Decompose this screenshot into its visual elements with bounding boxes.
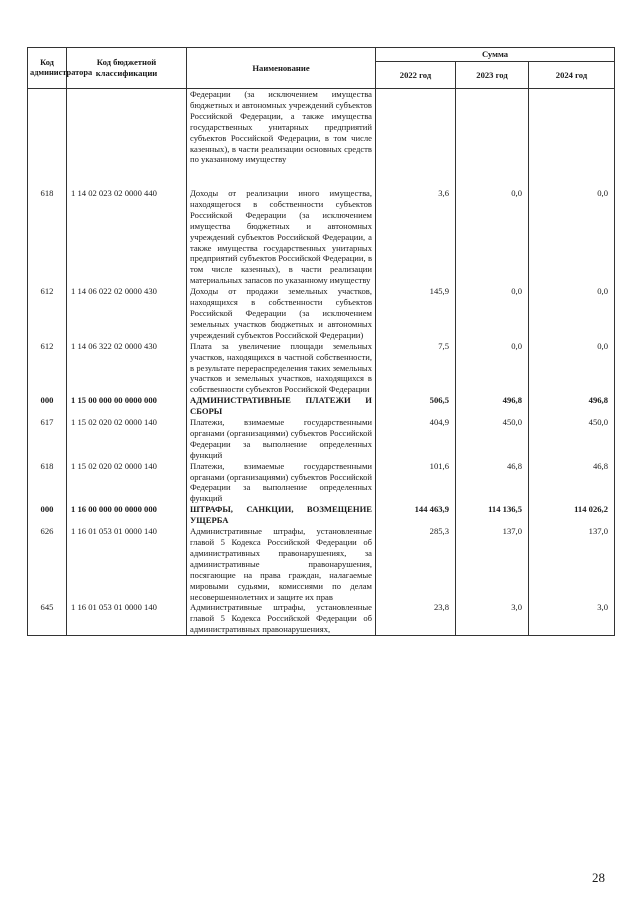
value-2024: 46,8 [529,461,615,505]
table-row [28,188,615,286]
kbk-code: 1 15 00 000 00 0000 000 [67,395,187,417]
table-row-section [28,395,615,417]
table-row [28,89,615,189]
kbk-code: 1 15 02 020 02 0000 140 [67,461,187,505]
value-2023: 137,0 [456,526,529,602]
value-2023: 3,0 [456,602,529,635]
value-2022 [376,89,456,189]
admin-code: 617 [28,417,67,461]
revenue-table [27,47,615,636]
admin-code: 000 [28,504,67,526]
kbk-code [67,89,187,189]
value-2023: 0,0 [456,286,529,341]
admin-code: 645 [28,602,67,635]
value-2022: 101,6 [376,461,456,505]
value-2024: 450,0 [529,417,615,461]
value-2022: 3,6 [376,188,456,286]
header-kbk: Код бюджетной классификации [67,48,187,89]
value-2022: 404,9 [376,417,456,461]
table-row [28,461,615,505]
table-row [28,526,615,602]
value-2024: 496,8 [529,395,615,417]
value-2024 [529,89,615,189]
value-2023: 450,0 [456,417,529,461]
value-2023: 0,0 [456,188,529,286]
admin-code: 000 [28,395,67,417]
kbk-code: 1 14 06 022 02 0000 430 [67,286,187,341]
value-2022: 23,8 [376,602,456,635]
header-year-2024: 2024 год [529,62,615,89]
value-2024: 0,0 [529,341,615,396]
value-2023: 114 136,5 [456,504,529,526]
value-2024: 137,0 [529,526,615,602]
admin-code: 618 [28,461,67,505]
row-name: Административные штрафы, установленные главой 5 Кодекса Российской Федерации об административных правонарушениях, за административные правонарушения, посягающие на права граждан, налагаемые мировыми судьями, комиссиями по делам несовершеннолетних и защите их прав [187,526,376,602]
header-year-2023: 2023 год [456,62,529,89]
header-sum: Сумма [376,48,615,62]
admin-code: 626 [28,526,67,602]
header-year-2022: 2022 год [376,62,456,89]
value-2024: 0,0 [529,188,615,286]
row-name: Плата за увеличение площади земельных участков, находящихся в частной собственности, в результате перераспределения таких земельных участков и земельных участков, находящихся в собственности субъектов Российской Федерации [187,341,376,396]
value-2022: 285,3 [376,526,456,602]
kbk-code: 1 16 00 000 00 0000 000 [67,504,187,526]
value-2023: 46,8 [456,461,529,505]
table-row-section [28,504,615,526]
row-name: Доходы от продажи земельных участков, находящихся в собственности субъектов Российской Федерации (за исключением земельных участков бюджетных и автономных учреждений субъектов Российской Федерации) [187,286,376,341]
value-2022: 144 463,9 [376,504,456,526]
header-admin-code: Код администратора [28,48,67,89]
kbk-code: 1 15 02 020 02 0000 140 [67,417,187,461]
admin-code: 612 [28,341,67,396]
table-row [28,286,615,341]
row-name: ШТРАФЫ, САНКЦИИ, ВОЗМЕЩЕНИЕ УЩЕРБА [187,504,376,526]
table-row [28,417,615,461]
value-2024: 114 026,2 [529,504,615,526]
value-2023: 0,0 [456,341,529,396]
value-2023 [456,89,529,189]
row-name: Платежи, взимаемые государственными органами (организациями) субъектов Российской Федерации за выполнение определенных функций [187,417,376,461]
row-name: Федерации (за исключением имущества бюджетных и автономных учреждений субъектов Российской Федерации, а также имущества государственных унитарных предприятий субъектов Российской Федерации, в том числе казенных), в части реализации основных средств по указанному имуществу [187,89,376,189]
value-2023: 496,8 [456,395,529,417]
value-2022: 506,5 [376,395,456,417]
value-2024: 3,0 [529,602,615,635]
table-row [28,341,615,396]
page-number: 28 [592,870,605,885]
row-name: АДМИНИСТРАТИВНЫЕ ПЛАТЕЖИ И СБОРЫ [187,395,376,417]
kbk-code: 1 14 02 023 02 0000 440 [67,188,187,286]
value-2022: 7,5 [376,341,456,396]
row-name: Административные штрафы, установленные главой 5 Кодекса Российской Федерации об административных правонарушениях, [187,602,376,635]
admin-code: 612 [28,286,67,341]
value-2022: 145,9 [376,286,456,341]
value-2024: 0,0 [529,286,615,341]
kbk-code: 1 14 06 322 02 0000 430 [67,341,187,396]
kbk-code: 1 16 01 053 01 0000 140 [67,602,187,635]
header-name: Наименование [187,48,376,89]
row-name: Доходы от реализации иного имущества, находящегося в собственности субъектов Российской Федерации (за исключением имущества бюджетных и автономных учреждений субъектов Российской Федерации, а также имущества государственных унитарных предприятий субъектов Российской Федерации, в том числе казенных), в части реализации материальных запасов по указанному имуществу [187,188,376,286]
kbk-code: 1 16 01 053 01 0000 140 [67,526,187,602]
table-row [28,602,615,635]
admin-code [28,89,67,189]
admin-code: 618 [28,188,67,286]
row-name: Платежи, взимаемые государственными органами (организациями) субъектов Российской Федерации за выполнение определенных функций [187,461,376,505]
